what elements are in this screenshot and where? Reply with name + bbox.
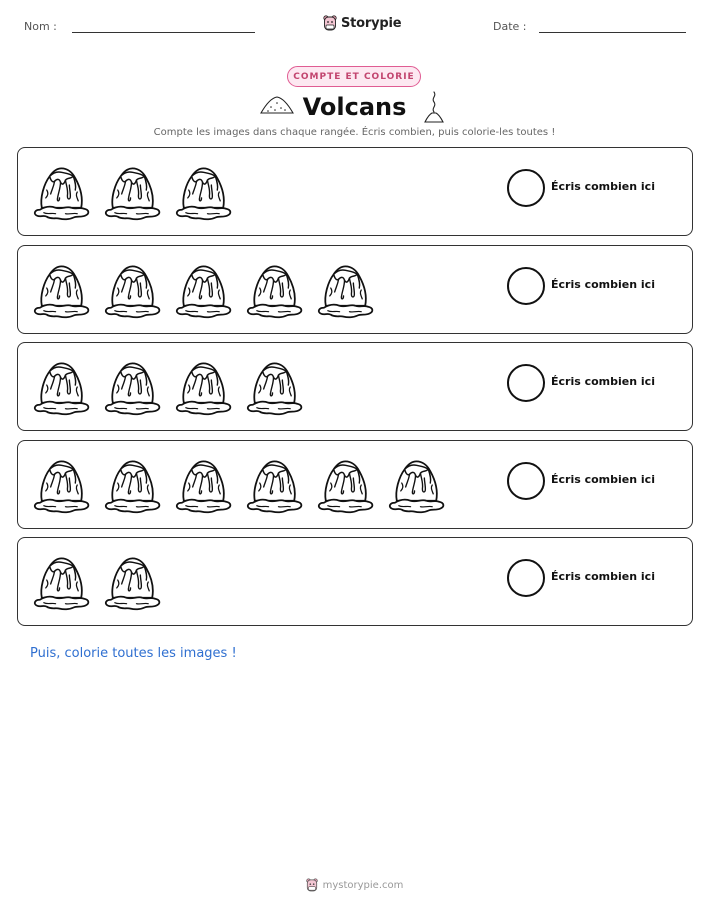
answer-circle[interactable]: [507, 267, 545, 305]
volcano-icon: [30, 258, 93, 324]
answer-circle[interactable]: [507, 559, 545, 597]
page-title: Volcans: [302, 93, 407, 121]
volcano-icon: [30, 160, 93, 226]
volcano-icon: [314, 258, 377, 324]
volcano-icon: [172, 355, 235, 421]
counting-rows: [17, 147, 693, 635]
answer-circle[interactable]: [507, 462, 545, 500]
title-area: [0, 90, 709, 124]
count-row: [17, 245, 693, 334]
worksheet-header: [0, 0, 709, 50]
volcano-icon: [30, 550, 93, 616]
volcano-icon: [30, 453, 93, 519]
write-count-label: Écris combien ici: [551, 570, 655, 583]
volcano-icon: [172, 453, 235, 519]
date-field-line: [539, 32, 686, 33]
storypie-bear-logo-icon: [323, 15, 337, 31]
count-row: [17, 440, 693, 529]
volcano-icon: [101, 550, 164, 616]
volcano-pictures: [30, 550, 164, 616]
volcano-pictures: [30, 160, 235, 226]
volcano-icon: [385, 453, 448, 519]
volcano-icon: [101, 355, 164, 421]
coloring-instruction: Puis, colorie toutes les images !: [30, 646, 237, 661]
volcano-icon: [243, 355, 306, 421]
write-count-label: Écris combien ici: [551, 180, 655, 193]
volcano-icon: [172, 258, 235, 324]
instructions-text: Compte les images dans chaque rangée. Écris combien, puis colorie-les toutes !: [153, 127, 556, 138]
answer-circle[interactable]: [507, 364, 545, 402]
count-row: [17, 342, 693, 431]
volcano-icon: [243, 258, 306, 324]
storypie-bear-logo-icon: [306, 878, 318, 892]
smoking-volcano-icon: [423, 90, 445, 124]
name-field-line: [72, 32, 255, 33]
write-count-label: Écris combien ici: [551, 375, 655, 388]
activity-badge: COMPTE ET COLORIE: [287, 66, 421, 87]
site-url: mystorypie.com: [322, 879, 404, 891]
site-footer: [0, 878, 709, 892]
volcano-icon: [243, 453, 306, 519]
volcano-icon: [101, 160, 164, 226]
volcano-icon: [101, 453, 164, 519]
write-count-label: Écris combien ici: [551, 472, 655, 486]
count-row: [17, 537, 693, 626]
name-label: Nom :: [24, 20, 57, 33]
write-count-label: Écris combien ici: [551, 277, 655, 291]
answer-circle[interactable]: [507, 169, 545, 207]
count-row: [17, 147, 693, 236]
date-label: Date :: [493, 20, 527, 33]
brand-logo: [323, 13, 401, 33]
volcano-icon: [172, 160, 235, 226]
volcano-pictures: [30, 258, 377, 324]
volcano-icon: [101, 258, 164, 324]
brand-name: Storypie: [341, 15, 402, 31]
volcano-icon: [30, 355, 93, 421]
volcano-pictures: [30, 453, 448, 519]
volcano-icon: [314, 453, 377, 519]
volcano-pictures: [30, 355, 306, 421]
